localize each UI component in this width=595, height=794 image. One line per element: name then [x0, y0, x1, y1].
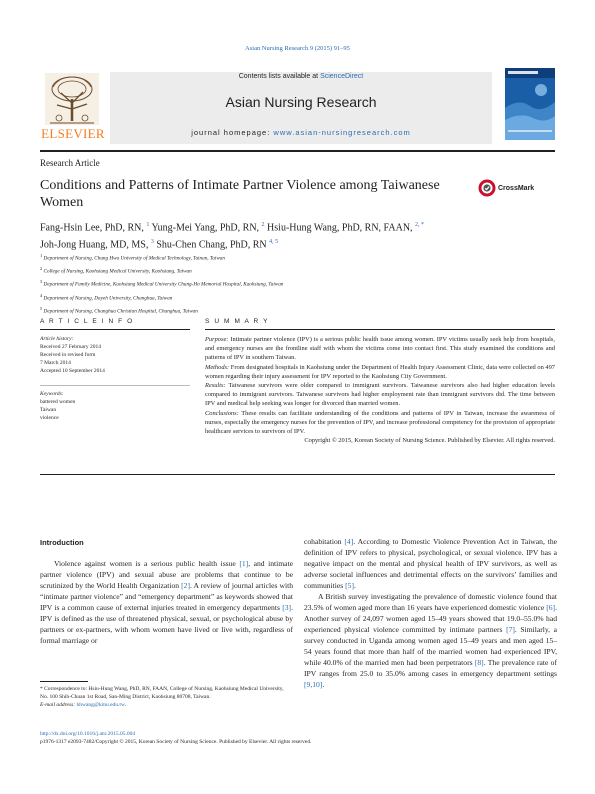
- affiliation-number: 1: [40, 253, 43, 258]
- author-affil-marker[interactable]: 2, *: [415, 222, 425, 228]
- affiliation-number: 3: [40, 279, 43, 285]
- summary-label: Methods:: [205, 363, 230, 371]
- author-name: Joh-Jong Huang, MD, MS,: [40, 239, 151, 251]
- crossmark-icon[interactable]: [478, 179, 496, 197]
- affiliation-text: Department of Nursing, Dayeh University, Changhua, Taiwan: [43, 295, 173, 302]
- body-text: . Another survey of 24,097 women aged 15–49 years showed that 19.0–55.0% had experienced physical violence committed by intimate partners: [304, 603, 557, 634]
- affiliation-list: [40, 251, 555, 317]
- homepage-prefix: journal homepage:: [191, 128, 274, 137]
- doi-link[interactable]: http://dx.doi.org/10.1016/j.anr.2015.05.004: [40, 731, 136, 737]
- author-list: [40, 218, 540, 253]
- affiliation-item: [40, 264, 555, 277]
- body-paragraph: [304, 591, 557, 690]
- elsevier-wordmark: ELSEVIER: [41, 126, 105, 141]
- keyword-item: battered women: [40, 399, 76, 405]
- citation-link[interactable]: [9,10]: [304, 680, 323, 689]
- affiliation-text: College of Nursing, Kaohsiung Medical University, Kaohsiung, Taiwan: [43, 268, 192, 275]
- affiliation-text: Department of Nursing, Chung Hwa University of Medical Technology, Tainan, Taiwan: [43, 255, 225, 262]
- author-name: Shu-Chen Chang, PhD, RN: [153, 239, 270, 251]
- affiliation-item: [40, 251, 555, 264]
- history-rule: [40, 385, 190, 386]
- summary-body: [205, 335, 555, 445]
- body-text: . IPV is defined as the use of threatened physical, sexual, or psychological abuse by partners or ex-partners, with whom women have lived or live with, regardless of formal marriage or: [40, 603, 293, 645]
- affiliation-number: 2: [40, 266, 43, 272]
- affiliation-item: [40, 304, 555, 317]
- article-history: [40, 335, 190, 375]
- citation-link[interactable]: [5]: [345, 581, 354, 590]
- summary-text: Taiwanese survivors were older compared to immigrant survivors. Taiwanese survivors also had higher education levels compared to immigrant survivors. Taiwanese survivors had higher employment rate than immigrant survivors did. The time between IPV and medical help seeking was longer for divorced than married women.: [205, 382, 555, 408]
- author-affil-marker[interactable]: 2: [261, 222, 265, 228]
- affiliation-text: Department of Family Medicine, Kaohsiung Medical University Chung-Ho Memorial Hospital, Kaohsiung, Taiwan: [43, 282, 284, 289]
- journal-cover-thumbnail: [505, 68, 555, 140]
- header-rule: [40, 150, 555, 152]
- history-item: Received in revised form: [40, 352, 96, 358]
- author-name: Hsiu-Hung Wang, PhD, RN, FAAN,: [264, 222, 416, 234]
- affiliation-number: 5: [40, 305, 43, 311]
- journal-title: Asian Nursing Research: [225, 94, 377, 110]
- homepage-link[interactable]: www.asian-nursingresearch.com: [273, 128, 411, 137]
- body-text: , and intimate partner violence (IPV) and sexual abuse are problems that continue to be scrutinized by the World Health Organization: [40, 559, 294, 590]
- email-label: E-mail address:: [40, 702, 77, 708]
- body-text: . The prevalence rate of IPV ranges from 25.0 to 35.0% among cases in emergency department settings: [304, 658, 557, 678]
- keyword-item: violence: [40, 415, 59, 421]
- article-title: Conditions and Patterns of Intimate Partner Violence among Taiwanese Women: [40, 178, 440, 210]
- body-text: cohabitation: [304, 537, 345, 546]
- summary-label: Results:: [205, 382, 226, 390]
- summary-text: Intimate partner violence (IPV) is a serious public health issue among women. IPV victims usually seek help from hospitals, and emergency nurses are the frontline staff with whom the victims come into contact first. This study examined the conditions and patterns of IPV in southern Taiwan.: [205, 336, 555, 362]
- article-type: Research Article: [40, 158, 100, 168]
- summary-results: [205, 381, 555, 409]
- body-text: A British survey investigating the prevalence of domestic violence found that 23.5% of women aged more than 16 years have experienced domestic violence: [304, 592, 557, 612]
- summary-label: Purpose:: [205, 336, 229, 343]
- affiliation-item: [40, 291, 555, 304]
- footnote-rule: [40, 681, 88, 682]
- history-item: 7 March 2014: [40, 360, 71, 366]
- summary-bottom-rule: [40, 474, 555, 475]
- footnote-text: * Correspondence to: Hsiu-Hung Wang, PhD, RN, FAAN, College of Nursing, Kaohsiung Medical University, No. 100 Shih-Chuan 1st Road, San-Ming District, Kaohsiung 80708, Taiwan.: [40, 686, 284, 700]
- footnote-email-line: [40, 701, 293, 709]
- introduction-heading: Introduction: [40, 538, 84, 547]
- summary-conclusions: [205, 409, 555, 437]
- summary-heading: S U M M A R Y: [205, 318, 270, 325]
- author-name: Yung-Mei Yang, PhD, RN,: [149, 222, 262, 234]
- author-line-1: [40, 218, 540, 235]
- elsevier-tree-icon: [45, 73, 99, 125]
- summary-copyright: Copyright © 2015, Korean Society of Nursing Science. Published by Elsevier. All rights reserved.: [304, 437, 555, 445]
- crossmark-label[interactable]: CrossMark: [498, 185, 535, 192]
- body-text: . According to Domestic Violence Prevention Act in Taiwan, the definition of IPV refers to physical, psychological, or sexual violence. IPV has a negative impact on the mental and physical health of IPV survivors, as well as adverse societal influences and detrimental effects on the survivors’ families and communities: [304, 537, 557, 590]
- article-info-heading: A R T I C L E I N F O: [40, 318, 134, 325]
- summary-purpose: [205, 335, 555, 363]
- author-name: Fang-Hsin Lee, PhD, RN,: [40, 222, 147, 234]
- summary-rule: [205, 329, 555, 330]
- contents-prefix: Contents lists available at: [238, 73, 321, 80]
- correspondence-footnote: [40, 685, 293, 709]
- article-info-rule: [40, 329, 190, 330]
- journal-citation[interactable]: Asian Nursing Research 9 (2015) 91–95: [245, 45, 350, 52]
- author-affil-marker[interactable]: 1: [146, 222, 150, 228]
- citation-link[interactable]: [7]: [506, 625, 515, 634]
- history-item: Received 27 February 2014: [40, 344, 101, 350]
- email-link[interactable]: hhwang@kmu.edu.tw: [76, 702, 125, 708]
- summary-text: From designated hospitals in Kaohsiung under the Department of Health Injury Assessment Clinic, data were collected on 497 women regarding their injury assessment for IPV reported to the Kaohsiung City Government.: [205, 363, 555, 380]
- affiliation-text: Department of Nursing, Changhua Christian Hospital, Changhua, Taiwan: [43, 308, 198, 315]
- journal-homepage: [110, 128, 492, 137]
- body-column-right: [304, 536, 557, 690]
- body-text: .: [322, 680, 325, 689]
- body-text: Violence against women is a serious public health issue: [54, 559, 240, 568]
- citation-link[interactable]: [6]: [546, 603, 556, 612]
- citation-link[interactable]: [2]: [181, 581, 190, 590]
- email-suffix: .: [124, 702, 126, 708]
- body-paragraph: [40, 558, 293, 646]
- body-column-left: [40, 558, 293, 646]
- body-text: . A review of journal articles with “intimate partner violence” and “emergency department” as keywords showed that IPV is a common cause of external injuries treated in emergency departments: [40, 581, 293, 612]
- summary-methods: [205, 363, 555, 381]
- citation-link[interactable]: [3]: [282, 603, 292, 612]
- keyword-item: Taiwan: [40, 407, 57, 413]
- keywords-label: Keywords:: [40, 391, 64, 397]
- citation-link[interactable]: [1]: [239, 559, 249, 568]
- affiliation-number: 4: [40, 292, 43, 298]
- body-paragraph: [304, 536, 557, 591]
- author-affil-marker[interactable]: 4, 5: [269, 239, 279, 246]
- author-affil-marker[interactable]: 3: [150, 239, 154, 246]
- history-label: Article history:: [40, 336, 74, 342]
- body-text: .: [354, 581, 356, 590]
- sciencedirect-link[interactable]: ScienceDirect: [320, 73, 364, 80]
- history-item: Accepted 10 September 2014: [40, 368, 105, 374]
- summary-text: These results can facilitate understanding of the conditions and patterns of IPV in Taiwan, increase the awareness of nurses, especially the emergency nurses for the prevention of IPV, and increase professional competency for the provision of appropriate healthcare services to survivors of IPV.: [205, 409, 555, 436]
- citation-link[interactable]: [8]: [474, 658, 484, 667]
- citation-link[interactable]: [4]: [344, 537, 354, 546]
- contents-line: [110, 73, 492, 80]
- issn-copyright-line: p1976-1317 e2093-7482/Copyright © 2015, Korean Society of Nursing Science. Published by Elsevier. All rights reserved.: [40, 739, 312, 745]
- keywords: [40, 390, 190, 422]
- affiliation-item: [40, 277, 555, 290]
- summary-label: Conclusions:: [205, 409, 239, 417]
- body-text: . Similarly, a survey conducted in Uganda among women aged 15–49 years and men aged 15–54 years found that more than half of the married women had experienced IPV, while 40.0% of the married men had been perpetrators: [304, 625, 557, 667]
